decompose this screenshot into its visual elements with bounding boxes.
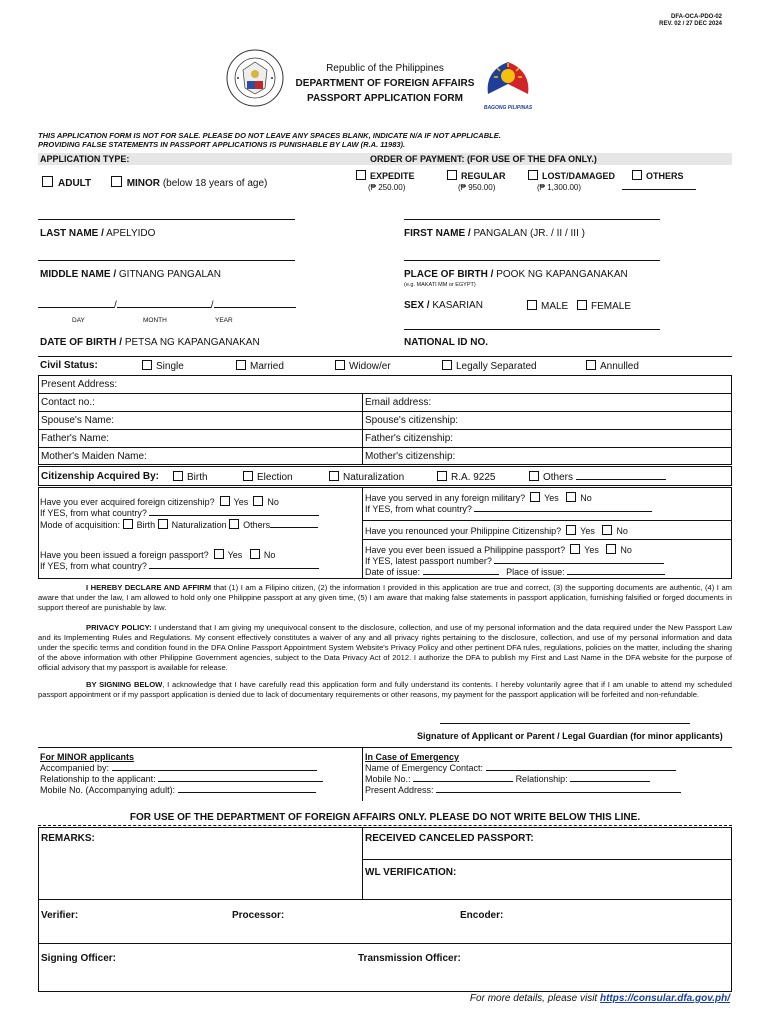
q2-no-label: No [580, 493, 592, 503]
lost-damaged-fee: (₱ 1,300.00) [537, 183, 582, 192]
q5-place-field[interactable] [567, 574, 665, 575]
accompanied-label: Accompanied by: [40, 763, 110, 773]
q2-yes-checkbox[interactable] [530, 492, 540, 502]
footer-text: For more details, please visit [469, 993, 598, 1004]
national-id-field[interactable] [404, 329, 660, 330]
q2-yes-label: Yes [544, 493, 559, 503]
place-of-birth-label: PLACE OF BIRTH / [404, 269, 494, 280]
cit-naturalization-checkbox[interactable] [329, 471, 339, 481]
married-label: Married [250, 361, 284, 372]
male-checkbox[interactable] [527, 300, 537, 310]
lost-damaged-label: LOST/DAMAGED [542, 171, 615, 181]
q1-others-checkbox[interactable] [229, 519, 239, 529]
date-of-birth-label: DATE OF BIRTH / [40, 337, 123, 348]
accompanying-mobile-field[interactable] [178, 792, 316, 793]
notice-line-1: THIS APPLICATION FORM IS NOT FOR SALE. PLEASE DO NOT LEAVE ANY SPACES BLANK, INDICATE N/A IF NOT APPLICABLE. [38, 131, 501, 140]
emergency-name-label: Name of Emergency Contact: [365, 763, 484, 773]
q4-yes-checkbox[interactable] [214, 549, 224, 559]
q5-date-field[interactable] [423, 574, 499, 575]
expedite-fee: (₱ 250.00) [368, 183, 406, 192]
separated-checkbox[interactable] [442, 360, 452, 370]
encoder-label: Encoder: [460, 910, 504, 921]
q3-yes-label: Yes [580, 526, 595, 536]
form-title: PASSPORT APPLICATION FORM [307, 93, 463, 104]
month-label: MONTH [143, 317, 167, 324]
q1-no-label: No [267, 497, 279, 507]
others-checkbox[interactable] [632, 170, 642, 180]
emergency-relationship-field[interactable] [570, 781, 650, 782]
q1-yes-checkbox[interactable] [220, 496, 230, 506]
widower-label: Widow/er [349, 361, 391, 372]
cit-ra-label: R.A. 9225 [451, 472, 496, 483]
place-of-birth-local: POOK NG KAPANGANAKAN [496, 269, 628, 280]
present-address-field[interactable]: Present Address: [41, 379, 118, 390]
regular-checkbox[interactable] [447, 170, 457, 180]
q1-birth-label: Birth [136, 520, 156, 530]
female-label: FEMALE [591, 301, 632, 312]
received-passport-label: RECEIVED CANCELED PASSPORT: [365, 833, 534, 844]
middle-name-field[interactable] [38, 260, 295, 261]
married-checkbox[interactable] [236, 360, 246, 370]
signing-officer-label: Signing Officer: [41, 953, 116, 964]
q3-no-label: No [616, 526, 628, 536]
minor-title: For MINOR applicants [40, 752, 135, 762]
place-of-birth-field[interactable] [404, 260, 660, 261]
last-name-label: LAST NAME / [40, 228, 104, 239]
declaration-paragraph: I HEREBY DECLARE AND AFFIRM that (1) I am a Filipino citizen, (2) the information I provided in this application are true and correct, (3) the supporting documents are authentic, (4) I am aware that under the law, I am allowed to hold only one Philippine passport at any given time, (5) I am aware that making false statements in passport application, furnishing falsified or forged documents in support thereof are punishable by law. [38, 583, 732, 612]
lost-damaged-checkbox[interactable] [528, 170, 538, 180]
accompanying-mobile-label: Mobile No. (Accompanying adult): [40, 785, 176, 795]
minor-checkbox[interactable] [111, 176, 122, 187]
notice-line-2: PROVIDING FALSE STATEMENTS IN PASSPORT APPLICATIONS IS PUNISHABLE BY LAW (R.A. 11983). [38, 140, 406, 149]
q1-yes-label: Yes [233, 497, 249, 507]
q1-nat-checkbox[interactable] [158, 519, 168, 529]
signing-paragraph: BY SIGNING BELOW, I acknowledge that I have carefully read this application form and fully understand its contents. I hereby voluntarily agree that if I am unable to attend my scheduled passport appointment or if my passport application is denied due to lack of documentary requirements or other reasons, my payment for the passport application will be forfeited and non-refundable. [38, 680, 732, 699]
accompanied-field[interactable] [112, 770, 317, 771]
q1-text: Have you ever acquired foreign citizenship? [40, 497, 215, 507]
date-of-birth-field[interactable]: / / [38, 300, 296, 311]
last-name-field[interactable] [38, 219, 295, 220]
dfa-use-box [38, 827, 732, 992]
q1-country-label: If YES, from what country? [40, 508, 147, 518]
q3-no-checkbox[interactable] [602, 525, 612, 535]
q4-country-label: If YES, from what country? [40, 561, 147, 571]
cit-others-checkbox[interactable] [529, 471, 539, 481]
signature-label: Signature of Applicant or Parent / Legal Guardian (for minor applicants) [417, 731, 723, 741]
dfa-use-title: FOR USE OF THE DEPARTMENT OF FOREIGN AFFAIRS ONLY. PLEASE DO NOT WRITE BELOW THIS LINE. [129, 812, 641, 823]
cit-birth-label: Birth [187, 472, 208, 483]
minor-label: MINOR [126, 178, 161, 189]
privacy-policy-paragraph: PRIVACY POLICY: I understand that I am giving my unequivocal consent to the disclosure, collection, and use of my personal information and the data required under the New Passport Law and its Implementing Rules and Regulations. My consent effectively constitutes a waiver of any and all privacy rights pertaining to the disclosure, collection, and use of my personal information and data under the specific terms and condition found in the DFA Online Passport Appointment System Website's Privacy Policy and other pertinent DFA rules, regulations, policies on the matter, including the sharing of the above information with other Philippine Government agencies, subject to the Data Privacy Act of 2012. I authorize the DFA to publish my First and Last Name in the DFA website for the purpose of official advisory that my passport is available for release. [38, 623, 732, 672]
father-citizenship-field[interactable]: Father's citizenship: [365, 433, 454, 444]
expedite-label: EXPEDITE [370, 171, 415, 181]
emergency-mobile-field[interactable] [413, 781, 513, 782]
wl-verification-label: WL VERIFICATION: [365, 867, 457, 878]
cit-others-label: Others [543, 472, 574, 483]
q5-no-checkbox[interactable] [606, 544, 616, 554]
order-of-payment-label: ORDER OF PAYMENT: (FOR USE OF THE DFA ONLY.) [370, 154, 597, 164]
father-name-field[interactable]: Father's Name: [41, 433, 110, 444]
cit-election-label: Election [257, 472, 293, 483]
q3-yes-checkbox[interactable] [566, 525, 576, 535]
q1-nat-label: Naturalization [171, 520, 227, 530]
sex-local: KASARIAN [432, 300, 483, 311]
q2-country-field[interactable] [474, 511, 652, 512]
regular-fee: (₱ 950.00) [458, 183, 496, 192]
place-of-birth-hint: (e.g. MAKATI MM or EGYPT) [404, 282, 476, 288]
q4-country-field[interactable] [149, 568, 319, 569]
others-label: OTHERS [646, 171, 684, 181]
emergency-title: In Case of Emergency [365, 752, 460, 762]
civil-status-label: Civil Status: [40, 360, 98, 371]
q4-text: Have you been issued a foreign passport? [40, 550, 209, 560]
q5-passport-field[interactable] [494, 563, 664, 564]
verifier-label: Verifier: [41, 910, 79, 921]
middle-name-label: MIDDLE NAME / [40, 269, 117, 280]
mother-name-field[interactable]: Mother's Maiden Name: [41, 451, 147, 462]
date-of-birth-local: PETSA NG KAPANGANAKAN [124, 337, 260, 348]
logo-text: BAGONG PILIPINAS [483, 105, 533, 111]
others-amount-line[interactable] [622, 189, 696, 190]
female-checkbox[interactable] [577, 300, 587, 310]
male-label: MALE [541, 301, 569, 312]
single-checkbox[interactable] [142, 360, 152, 370]
minor-note: (below 18 years of age) [162, 178, 268, 189]
q5-no-label: No [620, 545, 632, 555]
first-name-label: FIRST NAME / [404, 228, 471, 239]
q1-others-label: Others [243, 520, 271, 530]
widower-checkbox[interactable] [335, 360, 345, 370]
q2-text: Have you served in any foreign military? [365, 493, 526, 503]
department-name: DEPARTMENT OF FOREIGN AFFAIRS [295, 78, 475, 89]
cit-birth-checkbox[interactable] [173, 471, 183, 481]
regular-label: REGULAR [461, 171, 506, 181]
q4-no-checkbox[interactable] [250, 549, 260, 559]
last-name-local: APELYIDO [106, 228, 156, 239]
bagong-pilipinas-logo [478, 58, 538, 111]
republic-text: Republic of the Philippines [326, 63, 444, 74]
q2-country-label: If YES, from what country? [365, 504, 472, 514]
cit-naturalization-label: Naturalization [343, 472, 405, 483]
adult-label: ADULT [58, 178, 92, 189]
form-code: DFA-OCA-PDO-02 REV. 02 / 27 DEC 2024 [659, 14, 722, 27]
annulled-checkbox[interactable] [586, 360, 596, 370]
q5-date-label: Date of issue: [365, 567, 421, 577]
day-label: DAY [72, 317, 85, 324]
relationship-label: Relationship to the applicant: [40, 774, 156, 784]
year-label: YEAR [215, 317, 233, 324]
mother-citizenship-field[interactable]: Mother's citizenship: [365, 451, 456, 462]
signature-field[interactable] [440, 723, 690, 724]
email-field[interactable]: Email address: [365, 397, 432, 408]
middle-name-local: GITNANG PANGALAN [118, 269, 221, 280]
national-id-label: NATIONAL ID NO. [404, 337, 489, 348]
q4-no-label: No [263, 550, 276, 560]
q1-country-field[interactable] [149, 515, 319, 516]
q5-text: Have you ever been issued a Philippine passport? [365, 545, 566, 555]
q1-mode-label: Mode of acquisition: [40, 520, 121, 530]
q4-yes-label: Yes [227, 550, 243, 560]
adult-checkbox[interactable] [42, 176, 53, 187]
separated-label: Legally Separated [456, 361, 537, 372]
contact-no-field[interactable]: Contact no.: [41, 397, 95, 408]
q5-place-label: Place of issue: [506, 567, 565, 577]
footer-link[interactable]: https://consular.dfa.gov.ph/ [599, 993, 730, 1004]
spouse-name-field[interactable]: Spouse's Name: [41, 415, 115, 426]
q5-yes-label: Yes [584, 545, 599, 555]
emergency-address-label: Present Address: [365, 785, 434, 795]
sex-label: SEX / [404, 300, 430, 311]
cit-ra-checkbox[interactable] [437, 471, 447, 481]
processor-label: Processor: [232, 910, 285, 921]
emergency-name-field[interactable] [486, 770, 676, 771]
q1-birth-checkbox[interactable] [123, 519, 133, 529]
application-type-label: APPLICATION TYPE: [40, 154, 130, 164]
citizenship-label: Citizenship Acquired By: [41, 471, 159, 482]
emergency-mobile-label: Mobile No.: [365, 774, 411, 784]
relationship-field[interactable] [158, 781, 323, 782]
q3-text: Have you renounced your Philippine Citizenship? [365, 526, 562, 536]
single-label: Single [156, 361, 184, 372]
transmission-officer-label: Transmission Officer: [358, 953, 461, 964]
spouse-citizenship-field[interactable]: Spouse's citizenship: [365, 415, 459, 426]
emergency-relationship-label: Relationship: [515, 774, 568, 784]
q5-passport-label: If YES, latest passport number? [365, 556, 492, 566]
remarks-label: REMARKS: [41, 833, 95, 844]
q2-no-checkbox[interactable] [566, 492, 576, 502]
expedite-checkbox[interactable] [356, 170, 366, 180]
emergency-address-field[interactable] [436, 792, 681, 793]
q5-yes-checkbox[interactable] [570, 544, 580, 554]
cit-election-checkbox[interactable] [243, 471, 253, 481]
q1-no-checkbox[interactable] [253, 496, 263, 506]
annulled-label: Annulled [600, 361, 639, 372]
first-name-local: PANGALAN (JR. / II / III ) [473, 228, 585, 239]
first-name-field[interactable] [404, 219, 660, 220]
